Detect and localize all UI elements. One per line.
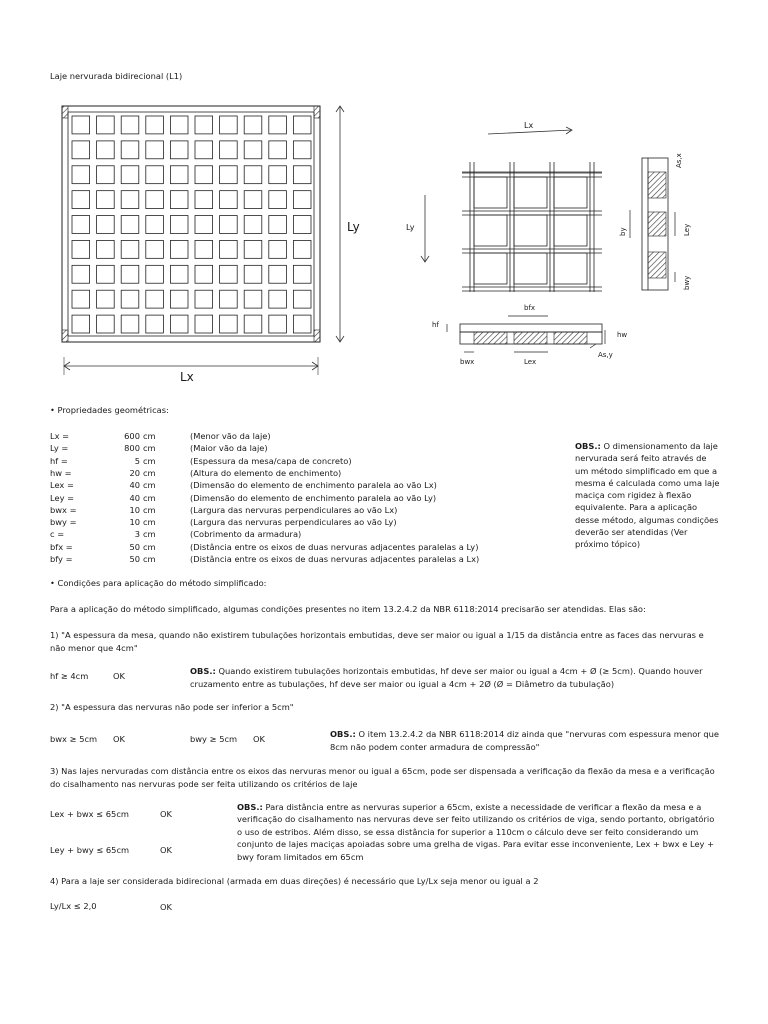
cond-3-ok-b: OK — [160, 845, 172, 855]
geom-name: bfy = — [50, 554, 73, 564]
geom-unit: cm — [143, 443, 156, 454]
cond-heading: • Condições para aplicação do método simplificado: — [50, 578, 267, 588]
obs-label: OBS.: — [190, 666, 216, 676]
geom-unit: cm — [143, 517, 156, 528]
geom-name: Lex = — [50, 480, 74, 491]
ly-small-label: Ly — [406, 223, 415, 232]
cond-4: 4) Para a laje ser considerada bidirecional (armada em duas direções) é necessário que Ly/Lx seja menor ou igual a 2 — [50, 876, 539, 886]
geom-desc: (Largura das nervuras perpendiculares ao vão Lx) — [190, 504, 398, 515]
cond-3: 3) Nas lajes nervuradas com distância entre os eixos das nervuras menor ou igual a 65cm, pode ser dispensada a verificação da flexão da mesa e a verificação do cisalhamento nas nervuras pode ser feita utilizando os critérios de laje — [50, 766, 715, 789]
geom-value: 40 — [129, 492, 140, 503]
geom-value: 40 — [129, 480, 140, 491]
geom-name: hw = — [50, 467, 72, 478]
cond-1-check: hf ≥ 4cm — [50, 671, 89, 681]
geom-desc: (Cobrimento da armadura) — [190, 529, 302, 540]
geom-unit: cm — [143, 554, 156, 564]
geom-unit: cm — [143, 431, 156, 441]
cond-2-ok-b: OK — [253, 734, 265, 744]
hf-label: hf — [432, 321, 439, 329]
ley-label: Ley — [683, 223, 691, 236]
cond-1: 1) "A espessura da mesa, quando não existirem tubulações horizontais embutidas, deve ser maior ou igual a 1/15 da distância entre as faces das nervuras e não menor que 4cm" — [50, 630, 704, 653]
cond-2-obs — [330, 728, 720, 753]
cond-2-check-a: bwx ≥ 5cm — [50, 734, 98, 744]
geom-desc: (Dimensão do elemento de enchimento paralela ao vão Ly) — [190, 492, 437, 503]
geom-name: Ley = — [50, 492, 75, 503]
geom-value: 10 — [129, 504, 140, 515]
detail-opening — [554, 177, 587, 208]
geom-value: 20 — [129, 467, 140, 478]
geom-heading: • Propriedades geométricas: — [50, 405, 169, 415]
geom-value: 3 — [134, 529, 140, 540]
geom-value: 800 — [124, 443, 140, 454]
asx-label: As,x — [675, 153, 683, 168]
cond-2: 2) "A espessura das nervuras não pode ser inferior a 5cm" — [50, 702, 294, 712]
detail-opening — [554, 253, 587, 284]
geom-value: 10 — [129, 517, 140, 528]
geom-desc: (Espessura da mesa/capa de concreto) — [190, 455, 352, 466]
detail-opening — [474, 215, 507, 246]
cond-3-check-a: Lex + bwx ≤ 65cm — [50, 809, 129, 819]
by-label: by — [619, 227, 627, 236]
lx-small-label: Lx — [524, 121, 534, 130]
cond-4-check: Ly/Lx ≤ 2,0 — [50, 901, 97, 911]
geom-name: Lx = — [50, 431, 70, 441]
asy-label: As,y — [598, 351, 613, 359]
cond-1-obs — [190, 665, 720, 690]
detail-opening — [474, 177, 507, 208]
geom-value: 50 — [129, 554, 140, 564]
geom-unit: cm — [143, 541, 156, 552]
geom-desc: (Maior vão da laje) — [190, 443, 268, 454]
lx-label: Lx — [180, 370, 194, 384]
cond-intro: Para a aplicação do método simplificado, algumas condições presentes no item 13.2.4.2 da NBR 6118:2014 precisarão ser atendidas. Elas são: — [50, 604, 646, 614]
geom-name: bwy = — [50, 517, 77, 528]
geom-desc: (Distância entre os eixos de duas nervuras adjacentes paralelas a Ly) — [190, 541, 479, 552]
lex-label: Lex — [524, 358, 537, 366]
bwy-label: bwy — [683, 275, 691, 290]
detail-opening — [514, 177, 547, 208]
cond-4-ok: OK — [160, 902, 172, 912]
cond-3-check-b: Ley + bwy ≤ 65cm — [50, 845, 130, 855]
geom-desc: (Distância entre os eixos de duas nervuras adjacentes paralelas a Lx) — [190, 554, 480, 564]
geom-obs — [575, 440, 720, 551]
obs-text: Para distância entre as nervuras superior a 65cm, existe a necessidade de verificar a flexão da mesa e a verificação do cisalhamento nas nervuras deve ser feito utilizando os critérios de viga, sendo portanto, obrigatório o uso de estribos. Além disso, se essa distância for superior a 110cm o cálculo deve ser feito considerando um conjunto de lajes maciças apoiadas sobre uma grelha de vigas. Para evitar esse inconveniente, Lex + bwx e Ley + bwy foram limitados em 65cm — [237, 802, 715, 862]
obs-label: OBS.: — [237, 802, 263, 812]
cond-2-ok-a: OK — [113, 734, 125, 744]
geom-unit: cm — [143, 480, 156, 491]
detail-opening — [514, 215, 547, 246]
cond-2-check-b: bwy ≥ 5cm — [190, 734, 238, 744]
bfx-label: bfx — [524, 304, 536, 312]
detail-opening — [554, 215, 587, 246]
bwx-label: bwx — [460, 358, 475, 366]
detail-opening — [474, 253, 507, 284]
geom-value: 600 — [124, 431, 140, 441]
page-title: Laje nervurada bidirecional (L1) — [50, 71, 183, 81]
geom-name: bwx = — [50, 504, 77, 515]
cond-3-obs — [237, 801, 720, 863]
detail-opening — [514, 253, 547, 284]
obs-text: O dimensionamento da laje nervurada será feito através de um método simplificado em que a mesma é calculada como uma laje maciça com rigidez à flexão equivalente. Para a aplicação desse método, algumas condições deverão ser atendidas (Ver próximo tópico) — [575, 441, 720, 550]
geom-name: c = — [50, 529, 65, 540]
obs-text: O item 13.2.4.2 da NBR 6118:2014 diz ainda que "nervuras com espessura menor que 8cm não podem conter armadura de compressão" — [330, 729, 719, 752]
ly-label: Ly — [347, 220, 360, 234]
geom-value: 5 — [134, 455, 140, 466]
geom-name: bfx = — [50, 541, 73, 552]
obs-text: Quando existirem tubulações horizontais embutidas, hf deve ser maior ou igual a 4cm + Ø (≥ 5cm). Quando houver cruzamento entre as tubulações, hf deve ser maior ou igual a 4cm + 2Ø (Ø = Diâmetro da tubulação) — [190, 666, 703, 689]
rib-detail-figure — [0, 0, 768, 400]
cond-3-ok-a: OK — [160, 809, 172, 819]
geom-desc: (Largura das nervuras perpendiculares ao vão Ly) — [190, 517, 397, 528]
geom-value: 50 — [129, 541, 140, 552]
geom-unit: cm — [143, 492, 156, 503]
obs-label: OBS.: — [575, 441, 601, 451]
obs-label: OBS.: — [330, 729, 356, 739]
cond-1-ok: OK — [113, 671, 125, 681]
geom-desc: (Altura do elemento de enchimento) — [190, 467, 342, 478]
geom-unit: cm — [143, 455, 156, 466]
geom-unit: cm — [143, 467, 156, 478]
geom-unit: cm — [143, 504, 156, 515]
geom-name: Ly = — [50, 443, 69, 454]
geom-desc: (Menor vão da laje) — [190, 431, 271, 441]
geom-desc: (Dimensão do elemento de enchimento paralela ao vão Lx) — [190, 480, 437, 491]
geom-name: hf = — [50, 455, 68, 466]
geom-unit: cm — [143, 529, 156, 540]
hw-label: hw — [617, 331, 628, 339]
